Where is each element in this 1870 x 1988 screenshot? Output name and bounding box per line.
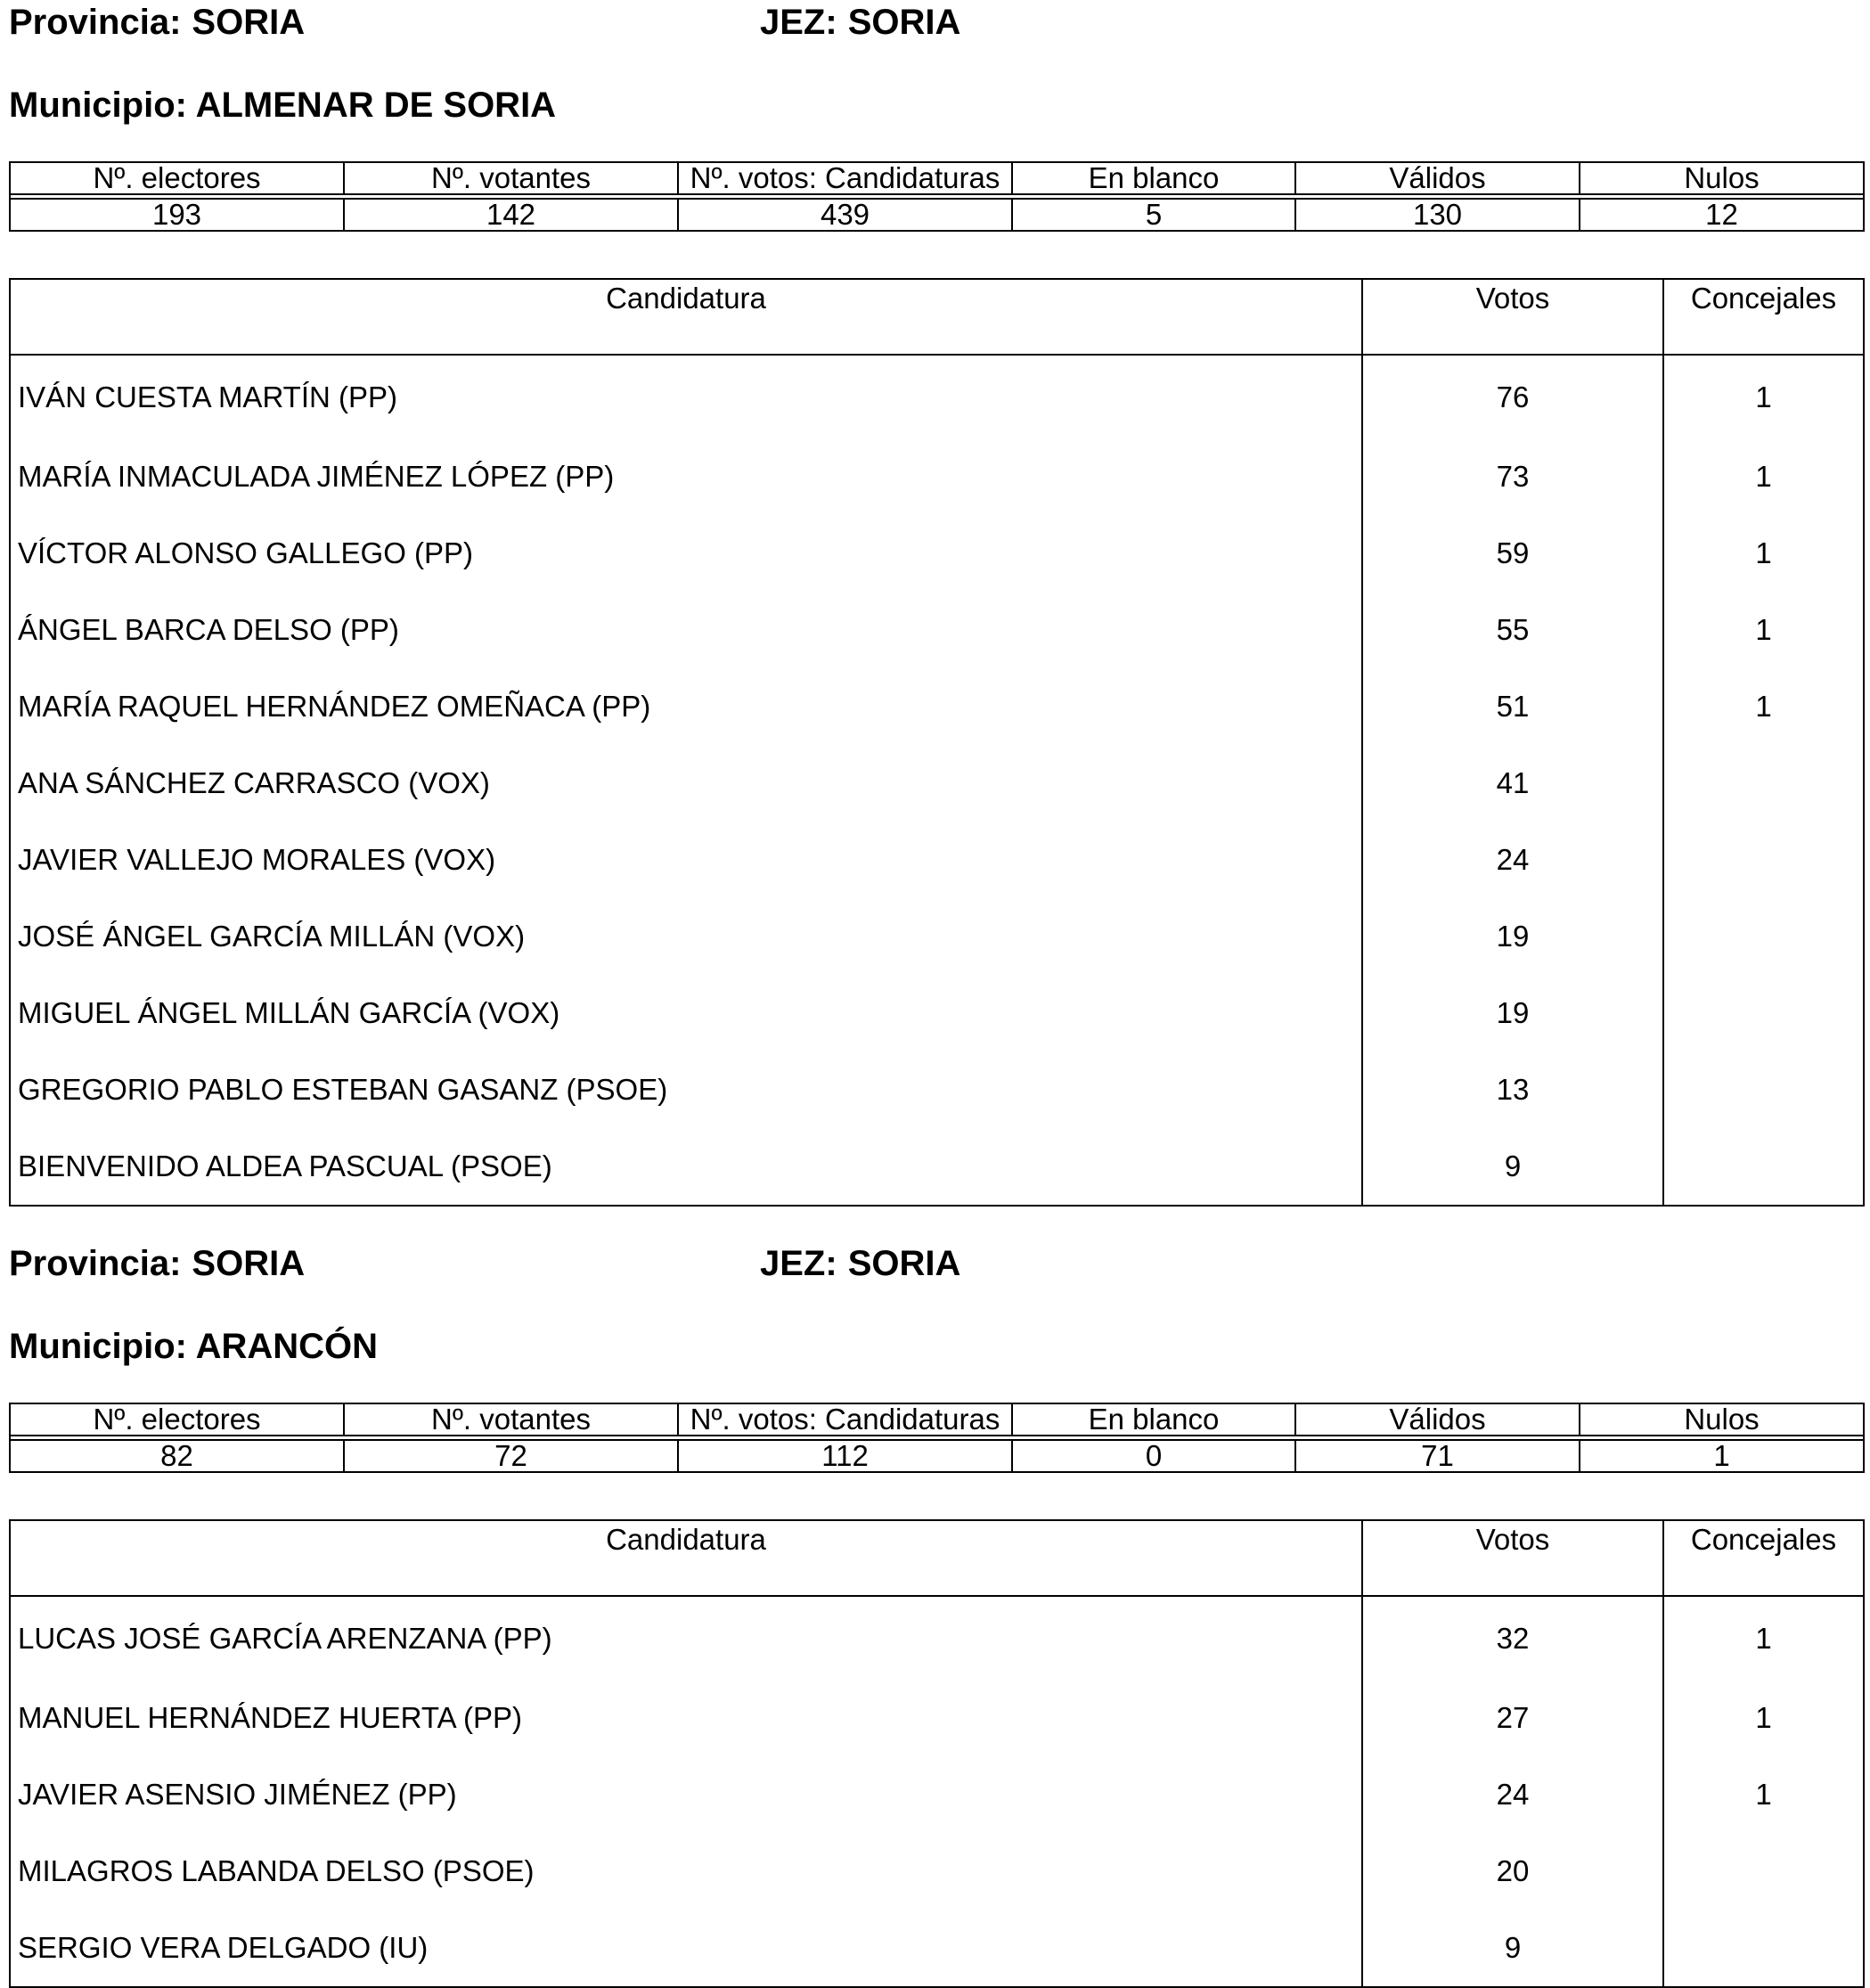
summary-table bbox=[9, 161, 1865, 232]
jez-value: SORIA bbox=[847, 1244, 961, 1283]
candidate-votos: 9 bbox=[1362, 1910, 1663, 1987]
header-votos: Votos bbox=[1362, 279, 1663, 355]
summary-nulos: 1 bbox=[1580, 1440, 1864, 1472]
candidate-row bbox=[10, 745, 1864, 822]
summary-nulos: 12 bbox=[1580, 199, 1864, 231]
provincia-label: Provincia: bbox=[9, 3, 182, 42]
candidate-name: SERGIO VERA DELGADO (IU) bbox=[10, 1910, 1362, 1987]
candidate-name: IVÁN CUESTA MARTÍN (PP) bbox=[10, 355, 1362, 438]
candidate-votos: 32 bbox=[1362, 1596, 1663, 1680]
municipality-section-arancon bbox=[9, 1241, 1862, 1964]
candidate-concejales: 1 bbox=[1663, 355, 1864, 438]
candidate-concejales bbox=[1663, 745, 1864, 822]
candidate-concejales: 1 bbox=[1663, 1680, 1864, 1756]
summary-votos-candidaturas: 439 bbox=[678, 199, 1012, 231]
candidate-row bbox=[10, 668, 1864, 745]
candidate-row bbox=[10, 1128, 1864, 1206]
summary-electores: 193 bbox=[10, 199, 344, 231]
provincia-line bbox=[9, 0, 305, 45]
provincia-value: SORIA bbox=[192, 1244, 306, 1283]
candidate-row bbox=[10, 592, 1864, 668]
summary-header-row bbox=[10, 162, 1864, 194]
jez-label: JEZ: bbox=[760, 1244, 837, 1283]
candidate-row bbox=[10, 975, 1864, 1051]
candidate-name: JOSÉ ÁNGEL GARCÍA MILLÁN (VOX) bbox=[10, 898, 1362, 975]
candidate-row bbox=[10, 1680, 1864, 1756]
header-votos: Votos bbox=[1362, 1520, 1663, 1596]
candidates-table bbox=[9, 1519, 1865, 1988]
candidate-votos: 9 bbox=[1362, 1128, 1663, 1206]
candidate-concejales: 1 bbox=[1663, 668, 1864, 745]
candidate-concejales bbox=[1663, 975, 1864, 1051]
summary-validos: 71 bbox=[1295, 1440, 1580, 1472]
provincia-label: Provincia: bbox=[9, 1244, 182, 1283]
candidate-name: MIGUEL ÁNGEL MILLÁN GARCÍA (VOX) bbox=[10, 975, 1362, 1051]
summary-en-blanco: 0 bbox=[1012, 1440, 1295, 1472]
candidate-concejales: 1 bbox=[1663, 1596, 1864, 1680]
summary-header-electores: Nº. electores bbox=[10, 1403, 344, 1436]
candidate-row bbox=[10, 1596, 1864, 1680]
summary-header-en-blanco: En blanco bbox=[1012, 162, 1295, 194]
summary-header-votos-candidaturas: Nº. votos: Candidaturas bbox=[678, 1403, 1012, 1436]
candidate-row bbox=[10, 1910, 1864, 1987]
municipio-line bbox=[9, 1324, 378, 1369]
header-concejales: Concejales bbox=[1663, 279, 1864, 355]
candidate-votos: 24 bbox=[1362, 1756, 1663, 1833]
municipality-section-almenar bbox=[9, 0, 1862, 1182]
candidate-votos: 59 bbox=[1362, 515, 1663, 592]
candidate-name: ANA SÁNCHEZ CARRASCO (VOX) bbox=[10, 745, 1362, 822]
candidate-votos: 19 bbox=[1362, 975, 1663, 1051]
header-candidatura: Candidatura bbox=[10, 279, 1362, 355]
candidate-row bbox=[10, 515, 1864, 592]
municipio-label: Municipio: bbox=[9, 1327, 187, 1366]
summary-header-votantes: Nº. votantes bbox=[344, 1403, 678, 1436]
candidate-name: MARÍA RAQUEL HERNÁNDEZ OMEÑACA (PP) bbox=[10, 668, 1362, 745]
summary-header-validos: Válidos bbox=[1295, 1403, 1580, 1436]
candidate-concejales bbox=[1663, 898, 1864, 975]
summary-header-electores: Nº. electores bbox=[10, 162, 344, 194]
summary-votantes: 72 bbox=[344, 1440, 678, 1472]
candidates-table bbox=[9, 278, 1865, 1207]
candidate-name: JAVIER ASENSIO JIMÉNEZ (PP) bbox=[10, 1756, 1362, 1833]
municipio-label: Municipio: bbox=[9, 86, 187, 125]
candidate-votos: 24 bbox=[1362, 822, 1663, 898]
section-header bbox=[9, 0, 1862, 45]
candidate-concejales: 1 bbox=[1663, 1756, 1864, 1833]
candidate-name: LUCAS JOSÉ GARCÍA ARENZANA (PP) bbox=[10, 1596, 1362, 1680]
provincia-line bbox=[9, 1241, 305, 1286]
municipio-value: ARANCÓN bbox=[195, 1327, 379, 1366]
candidate-concejales bbox=[1663, 1910, 1864, 1987]
candidate-votos: 51 bbox=[1362, 668, 1663, 745]
candidate-row bbox=[10, 438, 1864, 515]
candidate-votos: 76 bbox=[1362, 355, 1663, 438]
municipio-value: ALMENAR DE SORIA bbox=[195, 86, 557, 125]
summary-value-row bbox=[10, 199, 1864, 231]
summary-electores: 82 bbox=[10, 1440, 344, 1472]
summary-header-en-blanco: En blanco bbox=[1012, 1403, 1295, 1436]
summary-value-row bbox=[10, 1440, 1864, 1472]
summary-header-nulos: Nulos bbox=[1580, 162, 1864, 194]
candidate-concejales bbox=[1663, 1128, 1864, 1206]
jez-line bbox=[760, 1241, 960, 1286]
candidates-header-row bbox=[10, 1520, 1864, 1596]
jez-value: SORIA bbox=[847, 3, 961, 42]
summary-validos: 130 bbox=[1295, 199, 1580, 231]
summary-table bbox=[9, 1403, 1865, 1473]
candidate-name: MILAGROS LABANDA DELSO (PSOE) bbox=[10, 1833, 1362, 1910]
candidate-name: MANUEL HERNÁNDEZ HUERTA (PP) bbox=[10, 1680, 1362, 1756]
summary-en-blanco: 5 bbox=[1012, 199, 1295, 231]
summary-votantes: 142 bbox=[344, 199, 678, 231]
jez-line bbox=[760, 0, 960, 45]
summary-header-nulos: Nulos bbox=[1580, 1403, 1864, 1436]
candidate-row bbox=[10, 898, 1864, 975]
provincia-value: SORIA bbox=[192, 3, 306, 42]
candidate-votos: 27 bbox=[1362, 1680, 1663, 1756]
candidate-votos: 41 bbox=[1362, 745, 1663, 822]
candidate-votos: 55 bbox=[1362, 592, 1663, 668]
candidate-name: JAVIER VALLEJO MORALES (VOX) bbox=[10, 822, 1362, 898]
candidate-concejales bbox=[1663, 1051, 1864, 1128]
candidate-name: ÁNGEL BARCA DELSO (PP) bbox=[10, 592, 1362, 668]
summary-votos-candidaturas: 112 bbox=[678, 1440, 1012, 1472]
candidate-concejales: 1 bbox=[1663, 438, 1864, 515]
header-candidatura: Candidatura bbox=[10, 1520, 1362, 1596]
candidate-name: VÍCTOR ALONSO GALLEGO (PP) bbox=[10, 515, 1362, 592]
candidate-row bbox=[10, 1833, 1864, 1910]
candidate-votos: 20 bbox=[1362, 1833, 1663, 1910]
jez-label: JEZ: bbox=[760, 3, 837, 42]
summary-header-votos-candidaturas: Nº. votos: Candidaturas bbox=[678, 162, 1012, 194]
candidate-name: BIENVENIDO ALDEA PASCUAL (PSOE) bbox=[10, 1128, 1362, 1206]
candidate-row bbox=[10, 1051, 1864, 1128]
candidate-concejales bbox=[1663, 1833, 1864, 1910]
candidate-name: GREGORIO PABLO ESTEBAN GASANZ (PSOE) bbox=[10, 1051, 1362, 1128]
summary-header-validos: Válidos bbox=[1295, 162, 1580, 194]
section-header bbox=[9, 1241, 1862, 1286]
summary-header-row bbox=[10, 1403, 1864, 1436]
candidate-row bbox=[10, 1756, 1864, 1833]
summary-header-votantes: Nº. votantes bbox=[344, 162, 678, 194]
municipio-line bbox=[9, 83, 556, 127]
candidate-row bbox=[10, 822, 1864, 898]
candidate-votos: 13 bbox=[1362, 1051, 1663, 1128]
candidate-name: MARÍA INMACULADA JIMÉNEZ LÓPEZ (PP) bbox=[10, 438, 1362, 515]
candidate-votos: 73 bbox=[1362, 438, 1663, 515]
candidate-votos: 19 bbox=[1362, 898, 1663, 975]
candidates-header-row bbox=[10, 279, 1864, 355]
candidate-concejales: 1 bbox=[1663, 592, 1864, 668]
candidate-concejales bbox=[1663, 822, 1864, 898]
header-concejales: Concejales bbox=[1663, 1520, 1864, 1596]
candidate-row bbox=[10, 355, 1864, 438]
candidate-concejales: 1 bbox=[1663, 515, 1864, 592]
